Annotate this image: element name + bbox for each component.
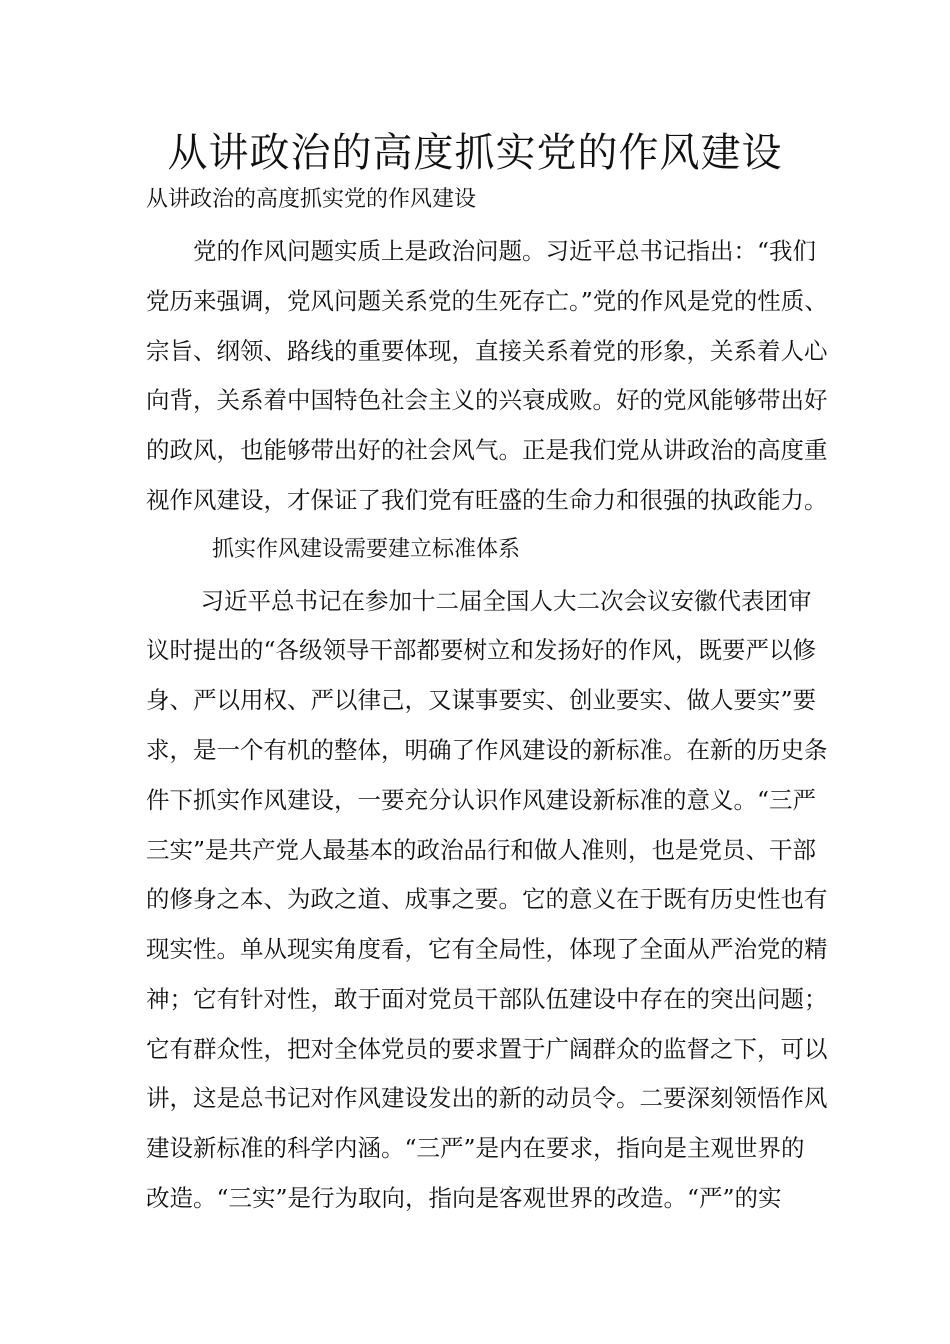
- paragraph-line: 向背，关系着中国特色社会主义的兴衰成败。好的党风能够带出好: [146, 386, 828, 414]
- paragraph-line: 议时提出的“各级领导干部都要树立和发扬好的作风，既要严以修: [146, 636, 817, 664]
- paragraph-line: 求，是一个有机的整体，明确了作风建设的新标准。在新的历史条: [146, 736, 828, 764]
- paragraph-line: 它有群众性，把对全体党员的要求置于广阔群众的监督之下，可以: [146, 1035, 828, 1063]
- paragraph-line: 的政风，也能够带出好的社会风气。正是我们党从讲政治的高度重: [146, 436, 828, 464]
- paragraph-line: 件下抓实作风建设，一要充分认识作风建设新标准的意义。“三严: [146, 786, 817, 814]
- paragraph-line: 现实性。单从现实角度看，它有全局性，体现了全面从严治党的精: [146, 935, 828, 963]
- paragraph-line: 习近平总书记在参加十二届全国人大二次会议安徽代表团审: [146, 587, 812, 615]
- paragraph-line: 建设新标准的科学内涵。“三严”是内在要求，指向是主观世界的: [146, 1134, 805, 1162]
- section-heading: 抓实作风建设需要建立标准体系: [146, 537, 521, 562]
- paragraph-line: 改造。“三实”是行为取向，指向是客观世界的改造。“严”的实: [146, 1184, 782, 1212]
- document-subtitle: 从讲政治的高度抓实党的作风建设: [146, 187, 477, 212]
- paragraph-line: 党历来强调，党风问题关系党的生死存亡。”党的作风是党的性质、: [146, 287, 828, 315]
- paragraph-line: 身、严以用权、严以律己，又谋事要实、创业要实、做人要实”要: [146, 686, 817, 714]
- paragraph-line: 神；它有针对性，敢于面对党员干部队伍建设中存在的突出问题；: [146, 985, 828, 1013]
- paragraph-line: 党的作风问题实质上是政治问题。习近平总书记指出：“我们: [146, 237, 817, 265]
- document-title: 从讲政治的高度抓实党的作风建设: [167, 130, 783, 176]
- paragraph-line: 宗旨、纲领、路线的重要体现，直接关系着党的形象，关系着人心: [146, 337, 828, 365]
- paragraph-line: 的修身之本、为政之道、成事之要。它的意义在于既有历史性也有: [146, 885, 828, 913]
- paragraph-line: 视作风建设，才保证了我们党有旺盛的生命力和很强的执政能力。: [146, 486, 828, 514]
- paragraph-line: 三实”是共产党人最基本的政治品行和做人准则，也是党员、干部: [146, 836, 817, 864]
- paragraph-line: 讲，这是总书记对作风建设发出的新的动员令。二要深刻领悟作风: [146, 1084, 828, 1112]
